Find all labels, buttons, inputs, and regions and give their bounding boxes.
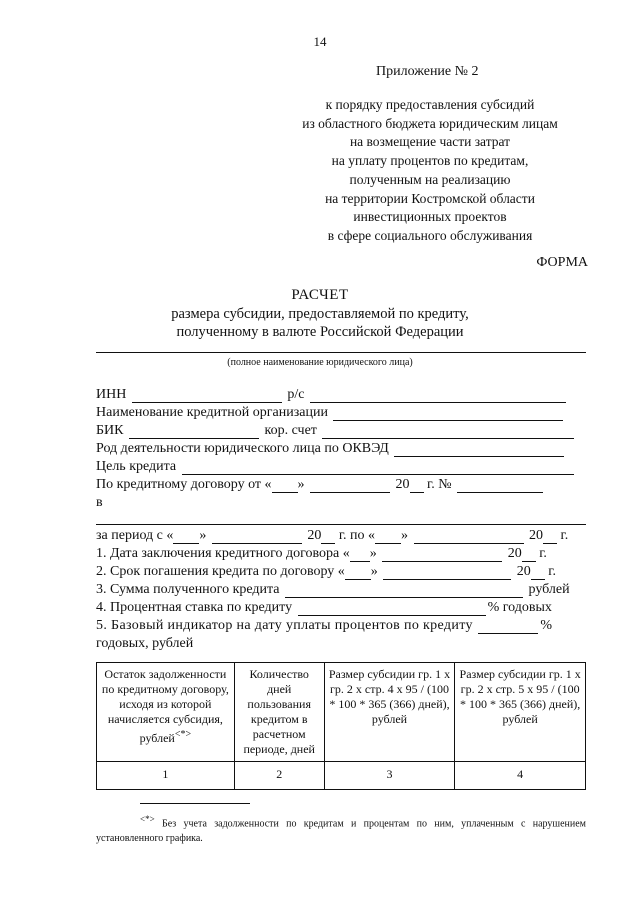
column-number: 2: [234, 762, 324, 790]
bik-row: [96, 423, 576, 441]
period-start-day-field[interactable]: [173, 530, 199, 544]
contract-number-field[interactable]: [457, 479, 543, 493]
item-2-day-field[interactable]: [345, 566, 371, 580]
contract-year-field[interactable]: [410, 479, 424, 493]
item-1-year-field[interactable]: [522, 548, 536, 562]
footnote-mark: <*>: [140, 814, 155, 824]
item-2-year-field[interactable]: [531, 566, 545, 580]
contract-label: По кредитному договору от «: [96, 477, 272, 492]
item-3-suffix: рублей: [528, 582, 570, 597]
in-label: в: [96, 495, 103, 510]
period-start-month-field[interactable]: [212, 530, 302, 544]
period-end-month-field[interactable]: [414, 530, 524, 544]
item-5-continuation: [96, 636, 193, 654]
item-5-cont-text: годовых, рублей: [96, 636, 194, 651]
column-number: 4: [455, 762, 586, 790]
item-4-label: 4. Процентная ставка по кредиту: [96, 600, 293, 615]
address-line: к порядку предоставления субсидий: [325, 97, 535, 112]
subtitle-line: полученному в валюте Российской Федерации: [176, 324, 464, 340]
address-line: полученным на реализацию: [349, 171, 511, 187]
number-label: г. №: [427, 477, 452, 492]
okved-field[interactable]: [394, 443, 564, 457]
table-header-row: [97, 663, 586, 762]
item-2-label: 2. Срок погашения кредита по договору «: [96, 564, 345, 579]
footnote: [96, 812, 586, 846]
in-row: [96, 495, 103, 513]
account-label: р/с: [287, 387, 305, 402]
item-5-suffix: %: [540, 618, 553, 633]
appendix-title: Приложение № 2: [376, 64, 479, 79]
quote-close: »: [369, 546, 377, 561]
legal-entity-field[interactable]: [96, 352, 586, 353]
table-row: [97, 762, 586, 790]
item-1-day-field[interactable]: [350, 548, 370, 562]
credit-org-label: Наименование кредитной организации: [96, 405, 328, 420]
address-line: в сфере социального обслуживания: [327, 227, 533, 243]
subsidy-table: [96, 662, 586, 790]
item-1-label: 1. Дата заключения кредитного договора «: [96, 546, 350, 561]
address-line: на возмещение части затрат: [349, 134, 511, 150]
address-line: инвестиционных проектов: [353, 209, 507, 225]
period-to-label: г. по «: [338, 528, 376, 543]
header-balance: Остаток задолженности по кредитному договору, исходя из которой начисляется субсидия, рублей<*>: [97, 663, 235, 762]
form-label: ФОРМА: [536, 255, 588, 270]
in-field[interactable]: [96, 524, 586, 525]
item-2-suffix: г.: [548, 564, 556, 579]
corr-account-label: кор. счет: [264, 423, 317, 438]
document-subtitle: [0, 305, 640, 341]
item-3-label: 3. Сумма полученного кредита: [96, 582, 280, 597]
header-subsidy-line5: Размер субсидии гр. 1 x гр. 2 x стр. 5 x 95 / (100 * 100 * 365 (366) дней), рублей: [455, 663, 586, 762]
year-prefix: 20: [529, 528, 544, 543]
year-prefix: 20: [507, 546, 522, 561]
credit-goal-field[interactable]: [182, 461, 574, 475]
quote-close: »: [401, 528, 409, 543]
okved-row: [96, 441, 566, 459]
period-end-year-field[interactable]: [543, 530, 557, 544]
item-5-label: 5. Базовый индикатор на дату уплаты процентов по кредиту: [96, 618, 473, 633]
item-1-month-field[interactable]: [382, 548, 502, 562]
footnote-mark: <*>: [174, 729, 192, 740]
item-4-suffix: % годовых: [487, 600, 552, 615]
header-days: Количество дней пользования кредитом в расчетном периоде, дней: [234, 663, 324, 762]
header-subsidy-line4: Размер субсидии гр. 1 x гр. 2 x стр. 4 x 95 / (100 * 100 * 365 (366) дней), рублей: [324, 663, 455, 762]
year-prefix: 20: [516, 564, 531, 579]
document-title: РАСЧЕТ: [291, 287, 349, 303]
credit-org-row: [96, 405, 565, 423]
legal-entity-caption: (полное наименование юридического лица): [227, 357, 413, 368]
appendix-address: [270, 96, 590, 246]
inn-row: [96, 387, 568, 405]
year-prefix: 20: [307, 528, 322, 543]
footnote-divider: [140, 803, 250, 804]
period-start-year-field[interactable]: [321, 530, 335, 544]
item-2-row: [96, 564, 556, 582]
account-field[interactable]: [310, 389, 566, 403]
credit-goal-label: Цель кредита: [96, 459, 177, 474]
item-2-month-field[interactable]: [383, 566, 511, 580]
period-label: за период с «: [96, 528, 174, 543]
quote-close: »: [199, 528, 207, 543]
item-4-row: [96, 600, 552, 618]
item-4-field[interactable]: [298, 602, 486, 616]
contract-row: [96, 477, 545, 495]
address-line: из областного бюджета юридическим лицам: [302, 115, 558, 131]
corr-account-field[interactable]: [322, 425, 574, 439]
period-end-day-field[interactable]: [375, 530, 401, 544]
year-prefix: 20: [395, 477, 410, 492]
subtitle-line: размера субсидии, предоставляемой по кредиту,: [171, 306, 469, 322]
bik-label: БИК: [96, 423, 124, 438]
item-5-field[interactable]: [478, 620, 538, 634]
bik-field[interactable]: [129, 425, 259, 439]
item-1-suffix: г.: [539, 546, 547, 561]
footnote-text: Без учета задолженности по кредитам и процентам по ним, уплаченным с нарушением установленного графика.: [96, 818, 586, 845]
quote-close: »: [297, 477, 305, 492]
column-number: 3: [324, 762, 455, 790]
item-3-row: [96, 582, 570, 600]
contract-month-field[interactable]: [310, 479, 390, 493]
page-number: 14: [313, 34, 327, 49]
year-end-label: г.: [560, 528, 569, 543]
credit-org-field[interactable]: [333, 407, 563, 421]
contract-day-field[interactable]: [272, 479, 298, 493]
quote-close: »: [370, 564, 378, 579]
period-row: [96, 528, 568, 546]
address-line: на территории Костромской области: [325, 190, 535, 206]
item-5-row: [96, 618, 586, 636]
item-1-row: [96, 546, 547, 564]
inn-label: ИНН: [96, 387, 127, 402]
address-line: на уплату процентов по кредитам,: [331, 153, 529, 169]
item-3-field[interactable]: [285, 584, 523, 598]
okved-label: Род деятельности юридического лица по ОКВЭД: [96, 441, 389, 456]
credit-goal-row: [96, 459, 576, 477]
column-number: 1: [97, 762, 235, 790]
inn-field[interactable]: [132, 389, 282, 403]
